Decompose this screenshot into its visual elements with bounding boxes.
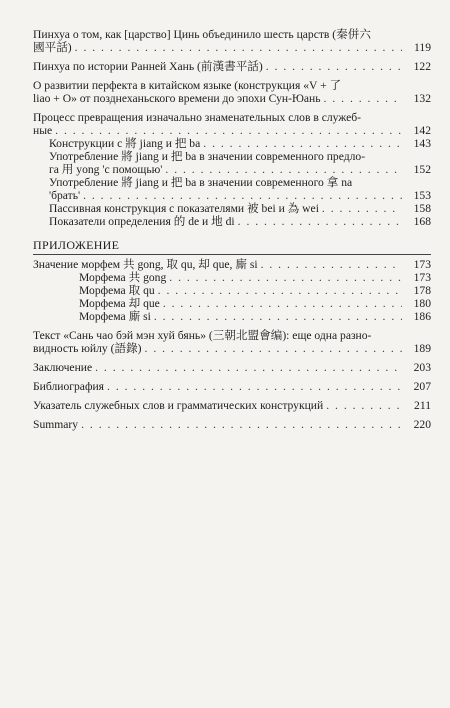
page-number: 211 bbox=[414, 399, 431, 412]
toc-entry-title: Библиография bbox=[33, 380, 105, 393]
page-number: 152 bbox=[413, 163, 431, 176]
dot-leader bbox=[266, 60, 402, 73]
dot-leader bbox=[75, 41, 402, 54]
toc-entry bbox=[33, 361, 431, 374]
dot-leader bbox=[324, 92, 402, 105]
page-number: 178 bbox=[413, 284, 431, 297]
dot-leader bbox=[322, 202, 402, 215]
page-number: 142 bbox=[413, 124, 431, 137]
dot-leader bbox=[238, 215, 402, 228]
page-number: 143 bbox=[413, 137, 431, 150]
dot-leader bbox=[145, 342, 402, 355]
toc-entry-line2: 國平話) bbox=[33, 41, 72, 54]
toc-entry bbox=[33, 329, 431, 355]
toc-entry-title: Морфема 共 gong bbox=[79, 271, 167, 284]
toc-entry-line2: видность юйлу (語錄) bbox=[33, 342, 142, 355]
toc-entry bbox=[33, 28, 431, 54]
dot-leader bbox=[326, 399, 402, 412]
page-number: 203 bbox=[413, 361, 431, 374]
dot-leader bbox=[81, 418, 402, 431]
page-number: 173 bbox=[413, 271, 431, 284]
dot-leader bbox=[107, 380, 402, 393]
toc-entry-line1: Процесс превращения изначально знаменательных слов в служеб- bbox=[33, 111, 362, 124]
toc-entry-title: Summary bbox=[33, 418, 79, 431]
toc-entry bbox=[33, 215, 431, 228]
toc-entry bbox=[33, 202, 431, 215]
dot-leader bbox=[163, 297, 402, 310]
dot-leader bbox=[83, 189, 402, 202]
toc-entry bbox=[33, 284, 431, 297]
table-of-contents bbox=[33, 28, 431, 431]
toc-entry bbox=[33, 297, 431, 310]
toc-entry bbox=[33, 111, 431, 137]
dot-leader bbox=[95, 361, 402, 374]
toc-entry bbox=[33, 399, 431, 412]
toc-entry-title: Указатель служебных слов и грамматических конструкций bbox=[33, 399, 324, 412]
dot-leader bbox=[261, 258, 402, 271]
toc-entry bbox=[33, 150, 431, 176]
page-number: 186 bbox=[413, 310, 431, 323]
page-number: 119 bbox=[414, 41, 431, 54]
toc-entry bbox=[33, 310, 431, 323]
toc-entry bbox=[33, 60, 431, 73]
toc-entry-line1: Текст «Сань чао бэй мэн хуй бянь» (三朝北盟會编): еще одна разно- bbox=[33, 329, 372, 342]
toc-entry-line1: Пинхуа о том, как [царство] Цинь объединило шесть царств (秦併六 bbox=[33, 28, 371, 41]
toc-entry-title: Морфема 取 qu bbox=[79, 284, 155, 297]
page-number: 122 bbox=[413, 60, 431, 73]
toc-entry-title: Морфема 廝 si bbox=[79, 310, 151, 323]
toc-entry-line2: 'брать' bbox=[49, 189, 81, 202]
toc-entry-line2: га 用 yong 'с помощью' bbox=[49, 163, 163, 176]
appendix-divider bbox=[33, 254, 431, 255]
toc-entry-line2: liao + O» от позднеханьского времени до эпохи Сун-Юань bbox=[33, 92, 321, 105]
appendix-heading: ПРИЛОЖЕНИЕ bbox=[33, 238, 120, 252]
page-number: 173 bbox=[413, 258, 431, 271]
toc-entry-title: Морфема 却 que bbox=[79, 297, 160, 310]
page-number: 132 bbox=[413, 92, 431, 105]
dot-leader bbox=[169, 271, 402, 284]
page-number: 207 bbox=[413, 380, 431, 393]
page-number: 220 bbox=[413, 418, 431, 431]
toc-entry-title: Пинхуа по истории Ранней Хань (前漢書平話) bbox=[33, 60, 263, 73]
page-number: 189 bbox=[413, 342, 431, 355]
page-number: 180 bbox=[413, 297, 431, 310]
page-number: 168 bbox=[413, 215, 431, 228]
toc-entry-line1: О развитии перфекта в китайском языке (конструкция «V + 了 bbox=[33, 79, 342, 92]
toc-entry-line1: Употребление 將 jiang и 把 ba в значении современного предло- bbox=[49, 150, 366, 163]
toc-entry bbox=[33, 380, 431, 393]
dot-leader bbox=[158, 284, 402, 297]
toc-entry-title: Конструкции с 將 jiang и 把 ba bbox=[49, 137, 201, 150]
toc-entry bbox=[33, 176, 431, 202]
page-number: 153 bbox=[413, 189, 431, 202]
toc-entry-title: Показатели определения 的 de и 地 di bbox=[49, 215, 235, 228]
page-number: 158 bbox=[413, 202, 431, 215]
toc-entry-title: Значение морфем 共 gong, 取 qu, 却 que, 廝 si bbox=[33, 258, 258, 271]
toc-entry-title: Заключение bbox=[33, 361, 93, 374]
dot-leader bbox=[165, 163, 402, 176]
dot-leader bbox=[55, 124, 402, 137]
toc-entry bbox=[33, 137, 431, 150]
toc-entry bbox=[33, 271, 431, 284]
toc-entry-line2: ные bbox=[33, 124, 53, 137]
toc-entry bbox=[33, 258, 431, 271]
dot-leader bbox=[154, 310, 402, 323]
toc-entry-line1: Употребление 將 jiang и 把 ba в значении современного 拿 na bbox=[49, 176, 353, 189]
toc-entry bbox=[33, 418, 431, 431]
toc-entry-title: Пассивная конструкция с показателями 被 bei и 為 wei bbox=[49, 202, 319, 215]
toc-entry bbox=[33, 79, 431, 105]
dot-leader bbox=[203, 137, 402, 150]
